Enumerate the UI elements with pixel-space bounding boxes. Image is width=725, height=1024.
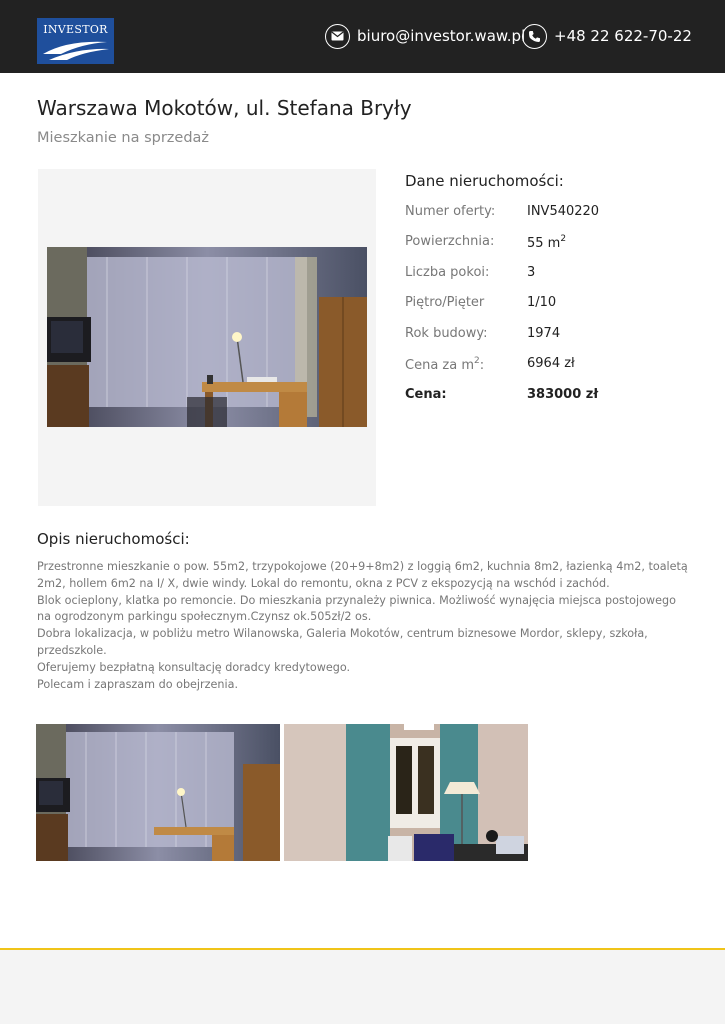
description-heading: Opis nieruchomości: bbox=[37, 530, 190, 548]
phone-icon bbox=[522, 24, 547, 49]
detail-label-suffix: : bbox=[479, 358, 485, 373]
description-paragraph: Dobra lokalizacja, w pobliżu metro Wilanowska, Galeria Mokotów, centrum biznesowe Mordor, sklepy, szkoła, przedszkole. bbox=[37, 627, 648, 657]
contact-email[interactable] bbox=[325, 22, 525, 50]
page-subtitle: Mieszkanie na sprzedaż bbox=[37, 130, 210, 146]
detail-label: Powierzchnia: bbox=[405, 234, 495, 249]
detail-row-year-built bbox=[405, 326, 705, 346]
detail-row-offer-number bbox=[405, 204, 705, 224]
detail-row-price bbox=[405, 387, 705, 407]
description-paragraph: Oferujemy bezpłatną konsultację doradcy kredytowego. bbox=[37, 660, 351, 674]
detail-label: Numer oferty: bbox=[405, 204, 496, 219]
detail-value: 383000 zł bbox=[527, 387, 599, 402]
page-title: Warszawa Mokotów, ul. Stefana Bryły bbox=[37, 96, 412, 120]
phone-link[interactable]: +48 22 622-70-22 bbox=[554, 27, 692, 45]
page-header bbox=[0, 0, 725, 73]
detail-label: Liczba pokoi: bbox=[405, 265, 490, 280]
detail-value: 6964 zł bbox=[527, 356, 575, 371]
detail-label: Cena: bbox=[405, 387, 447, 402]
detail-label-sup: 2 bbox=[474, 356, 480, 366]
detail-label: Rok budowy: bbox=[405, 326, 488, 341]
detail-row-area bbox=[405, 234, 705, 254]
investor-logo[interactable] bbox=[37, 18, 114, 64]
detail-value-sup: 2 bbox=[560, 234, 567, 244]
gallery-photo-1[interactable] bbox=[36, 724, 280, 861]
detail-value: INV540220 bbox=[527, 204, 600, 219]
detail-label-wrap bbox=[405, 356, 484, 373]
detail-row-price-per-m2 bbox=[405, 356, 705, 376]
detail-value: 55 m bbox=[527, 236, 561, 251]
description-paragraph: Przestronne mieszkanie o pow. 55m2, trzypokojowe (20+9+8m2) z loggią 6m2, kuchnia 8m2, łazienką 4m2, toaletą 2m2, hollem 6m2 na I/ X, dwie windy. Lokal do remontu, okna z PCV z ekspozycją na wschód i zachód. bbox=[37, 560, 688, 590]
detail-row-rooms bbox=[405, 265, 705, 285]
main-photo-container bbox=[38, 169, 376, 506]
main-photo[interactable] bbox=[47, 247, 367, 427]
detail-value: 1/10 bbox=[527, 295, 557, 310]
detail-value: 3 bbox=[527, 265, 536, 280]
detail-label: Piętro/Pięter bbox=[405, 295, 485, 310]
detail-row-floor bbox=[405, 295, 705, 315]
logo-text: INVESTOR bbox=[43, 23, 108, 36]
detail-value-wrap bbox=[527, 234, 566, 251]
description-paragraph: Blok ocieplony, klatka po remoncie. Do mieszkania przynależy piwnica. Możliwość wynajęcia miejsca postojowego na ogrodzonym parkingu społecznym.Czynsz ok.505zł/2 os. bbox=[37, 593, 676, 624]
gallery-photo-2[interactable] bbox=[284, 724, 528, 861]
contact-phone[interactable] bbox=[522, 22, 692, 50]
page-footer bbox=[0, 950, 725, 1024]
envelope-icon bbox=[325, 24, 350, 49]
description-text bbox=[37, 559, 692, 693]
detail-value: 1974 bbox=[527, 326, 561, 341]
description-paragraph: Polecam i zapraszam do obejrzenia. bbox=[37, 677, 239, 691]
logo-wave-icon bbox=[37, 34, 114, 64]
details-heading: Dane nieruchomości: bbox=[405, 172, 564, 190]
email-link[interactable]: biuro@investor.waw.pl bbox=[357, 27, 526, 45]
detail-label: Cena za m bbox=[405, 358, 474, 373]
